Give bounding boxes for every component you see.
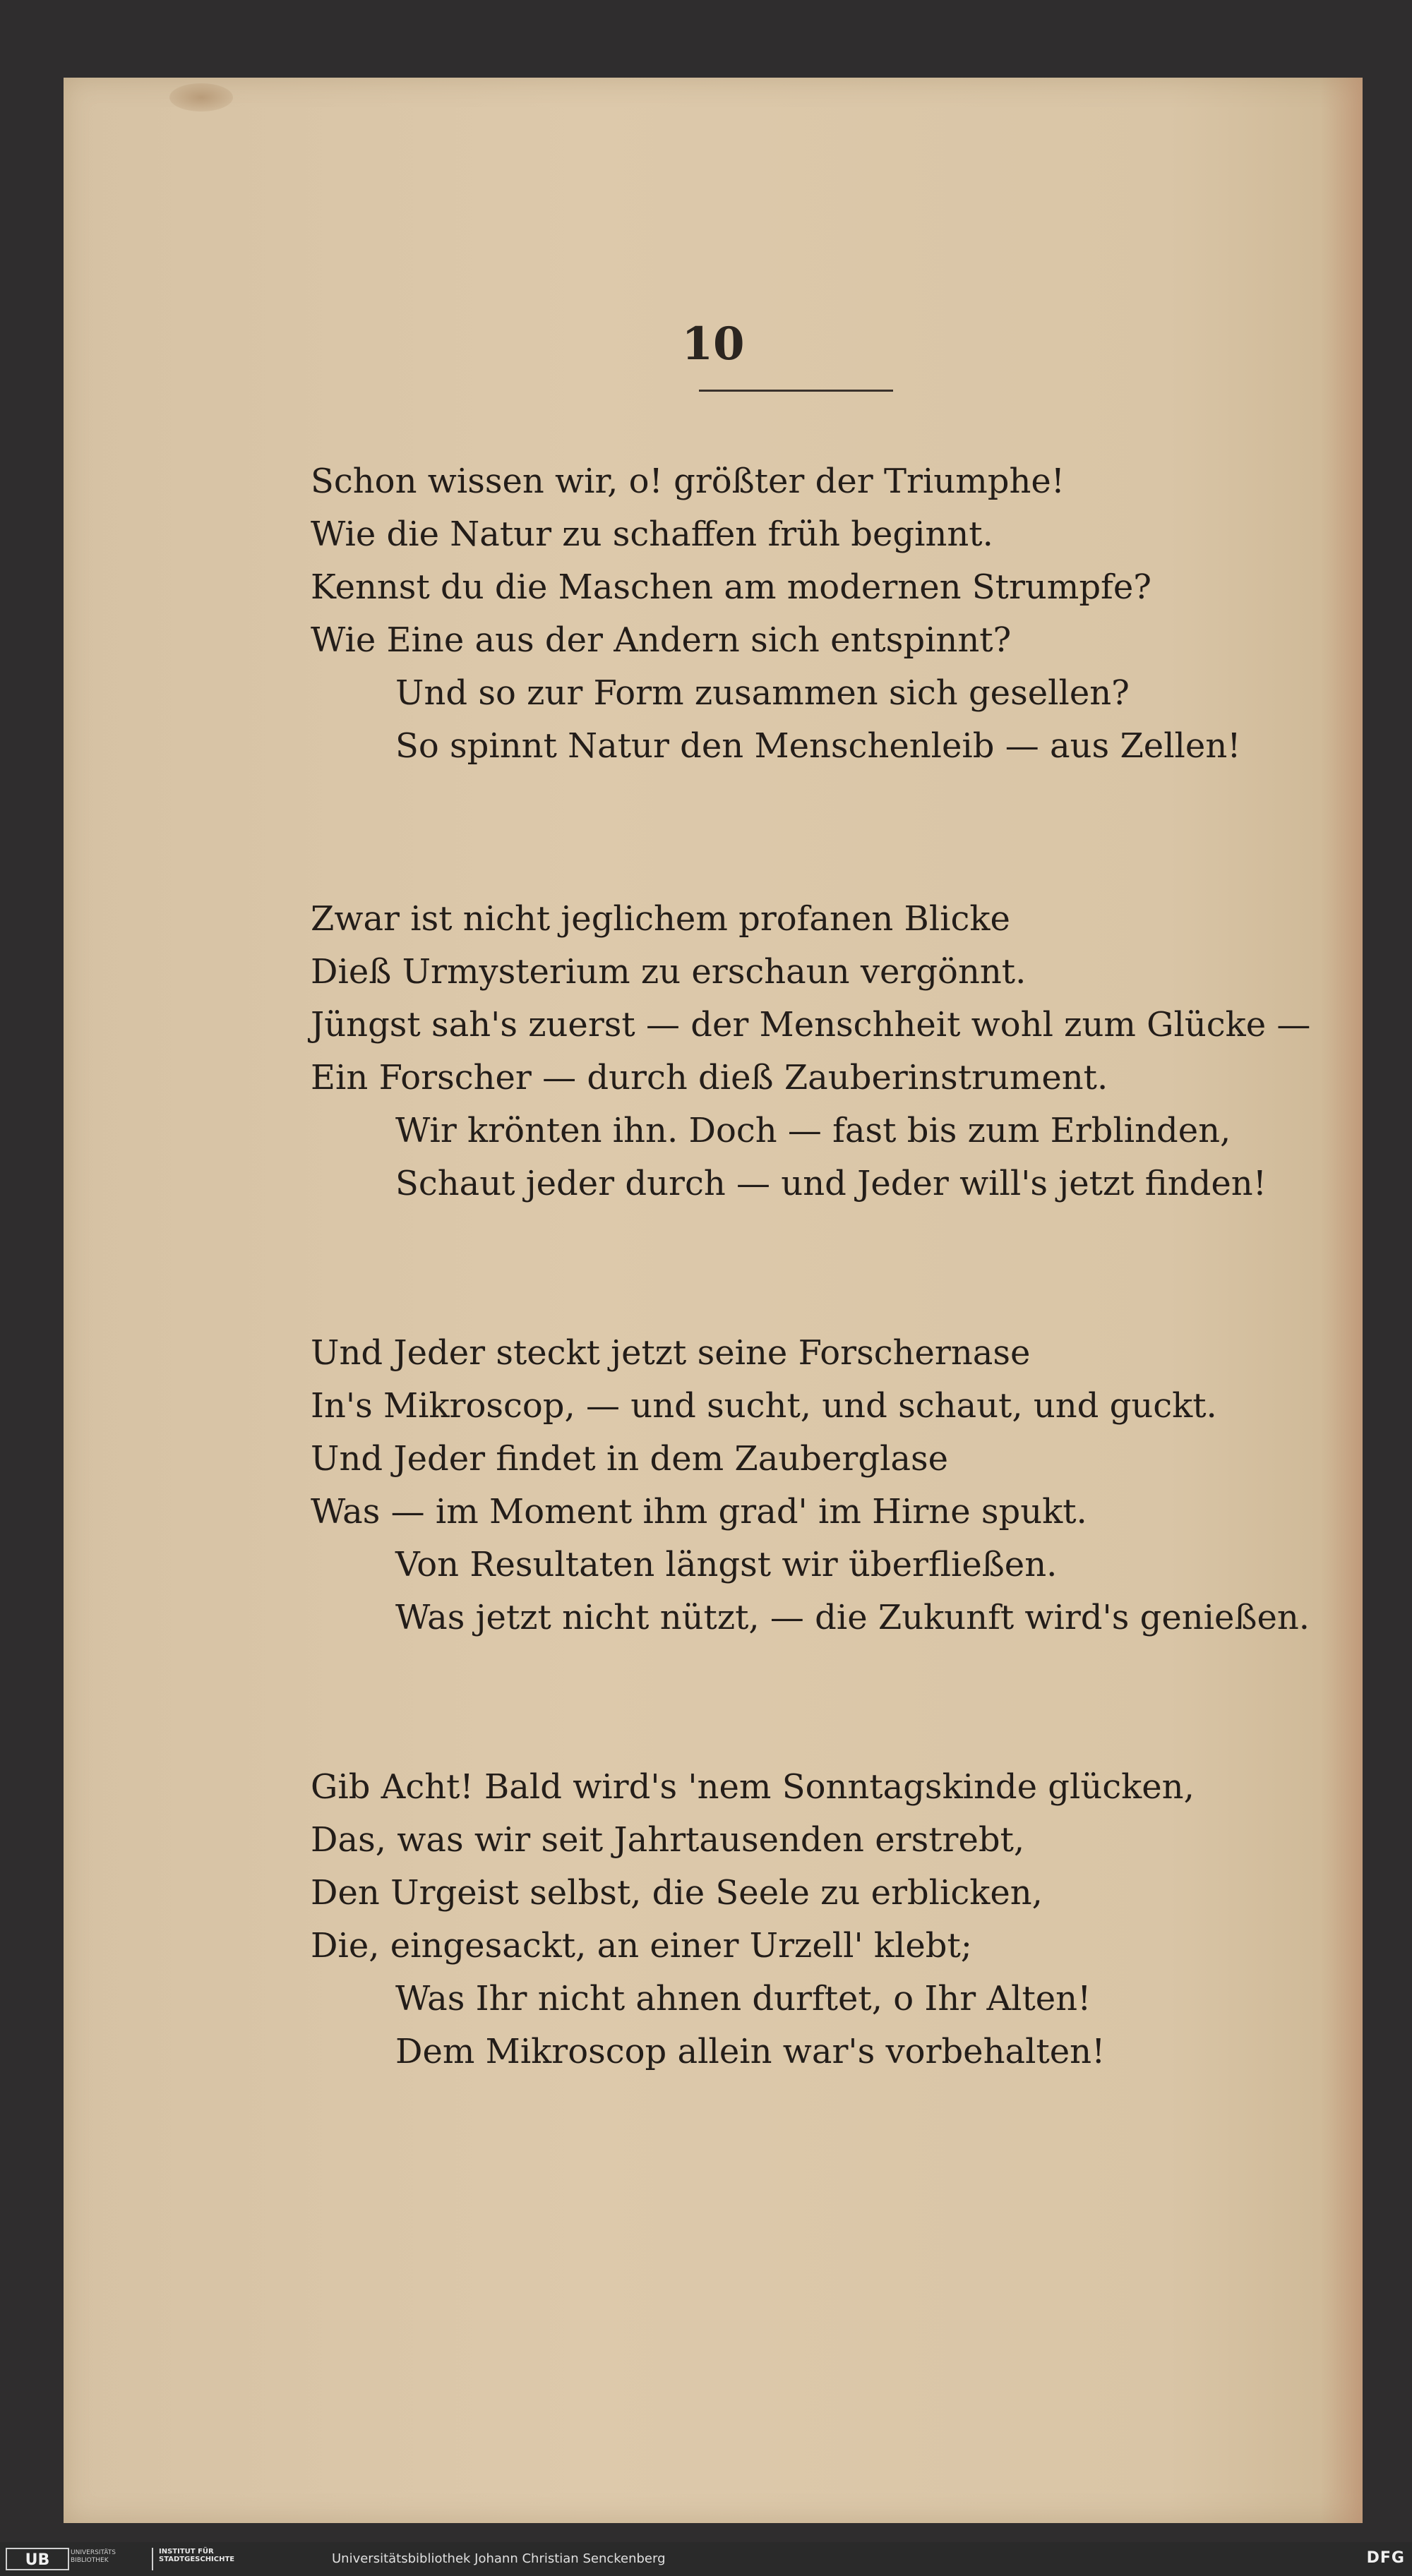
poem-line: Das, was wir seit Jahrtausenden erstrebt, [311,1820,1025,1860]
stanza-4 [311,1761,1341,2078]
poem-line: In's Mikroscop, — und sucht, und schaut, und guckt. [311,1386,1217,1426]
poem-line-indented: So spinnt Natur den Menschenleib — aus Zellen! [395,726,1241,766]
poem-line: Was — im Moment ihm grad' im Hirne spukt. [311,1492,1087,1531]
stanza-3 [311,1327,1341,1644]
poem-line: Die, eingesackt, an einer Urzell' klebt; [311,1926,972,1966]
poem-line-indented: Was Ihr nicht ahnen durftet, o Ihr Alten! [395,1979,1091,2018]
paper-stain [169,83,233,112]
institut-logo[interactable]: INSTITUT FÜR STADTGESCHICHTE [152,2548,279,2570]
page-number: 10 [681,318,745,371]
poem-line: Ein Forscher — durch dieß Zauberinstrument. [311,1058,1108,1097]
page-edge [1320,78,1363,2523]
poem-line: Zwar ist nicht jeglichem profanen Blicke [311,899,1010,939]
library-name: Universitätsbibliothek Johann Christian Senckenberg [332,2551,666,2566]
poem-line-indented: Von Resultaten längst wir überfließen. [395,1545,1058,1584]
poem-line: Und Jeder steckt jetzt seine Forschernase [311,1333,1031,1373]
scanned-page [64,78,1363,2523]
ub-logo-subtitle: UNIVERSITÄTS BIBLIOTHEK [71,2549,116,2564]
poem-line-indented: Dem Mikroscop allein war's vorbehalten! [395,2032,1106,2071]
poem-line: Schon wissen wir, o! größter der Triumphe! [311,462,1065,501]
poem-line: Jüngst sah's zuerst — der Menschheit wohl zum Glücke — [311,1005,1311,1045]
poem-line: Den Urgeist selbst, die Seele zu erblicken, [311,1873,1043,1913]
poem-line: Kennst du die Maschen am modernen Strumpfe? [311,567,1151,607]
poem-line: Wie die Natur zu schaffen früh beginnt. [311,514,993,554]
poem-line: Wie Eine aus der Andern sich entspinnt? [311,620,1012,660]
stanza-1 [311,455,1341,773]
poem-line-indented: Schaut jeder durch — und Jeder will's jetzt finden! [395,1164,1267,1203]
stanza-2 [311,893,1341,1210]
dfg-logo[interactable]: DFG [1366,2549,1405,2567]
footer-bar [0,2542,1412,2576]
poem-line-indented: Und so zur Form zusammen sich gesellen? [395,673,1130,713]
poem-line-indented: Wir krönten ihn. Doch — fast bis zum Erblinden, [395,1111,1231,1150]
poem-line: Dieß Urmysterium zu erschaun vergönnt. [311,952,1027,992]
ub-logo[interactable]: UB [6,2548,69,2570]
poem-line: Und Jeder findet in dem Zauberglase [311,1439,949,1479]
poem-line: Gib Acht! Bald wird's 'nem Sonntagskinde glücken, [311,1767,1195,1807]
poem-line-indented: Was jetzt nicht nützt, — die Zukunft wird's genießen. [395,1598,1310,1637]
header-rule [699,390,893,392]
